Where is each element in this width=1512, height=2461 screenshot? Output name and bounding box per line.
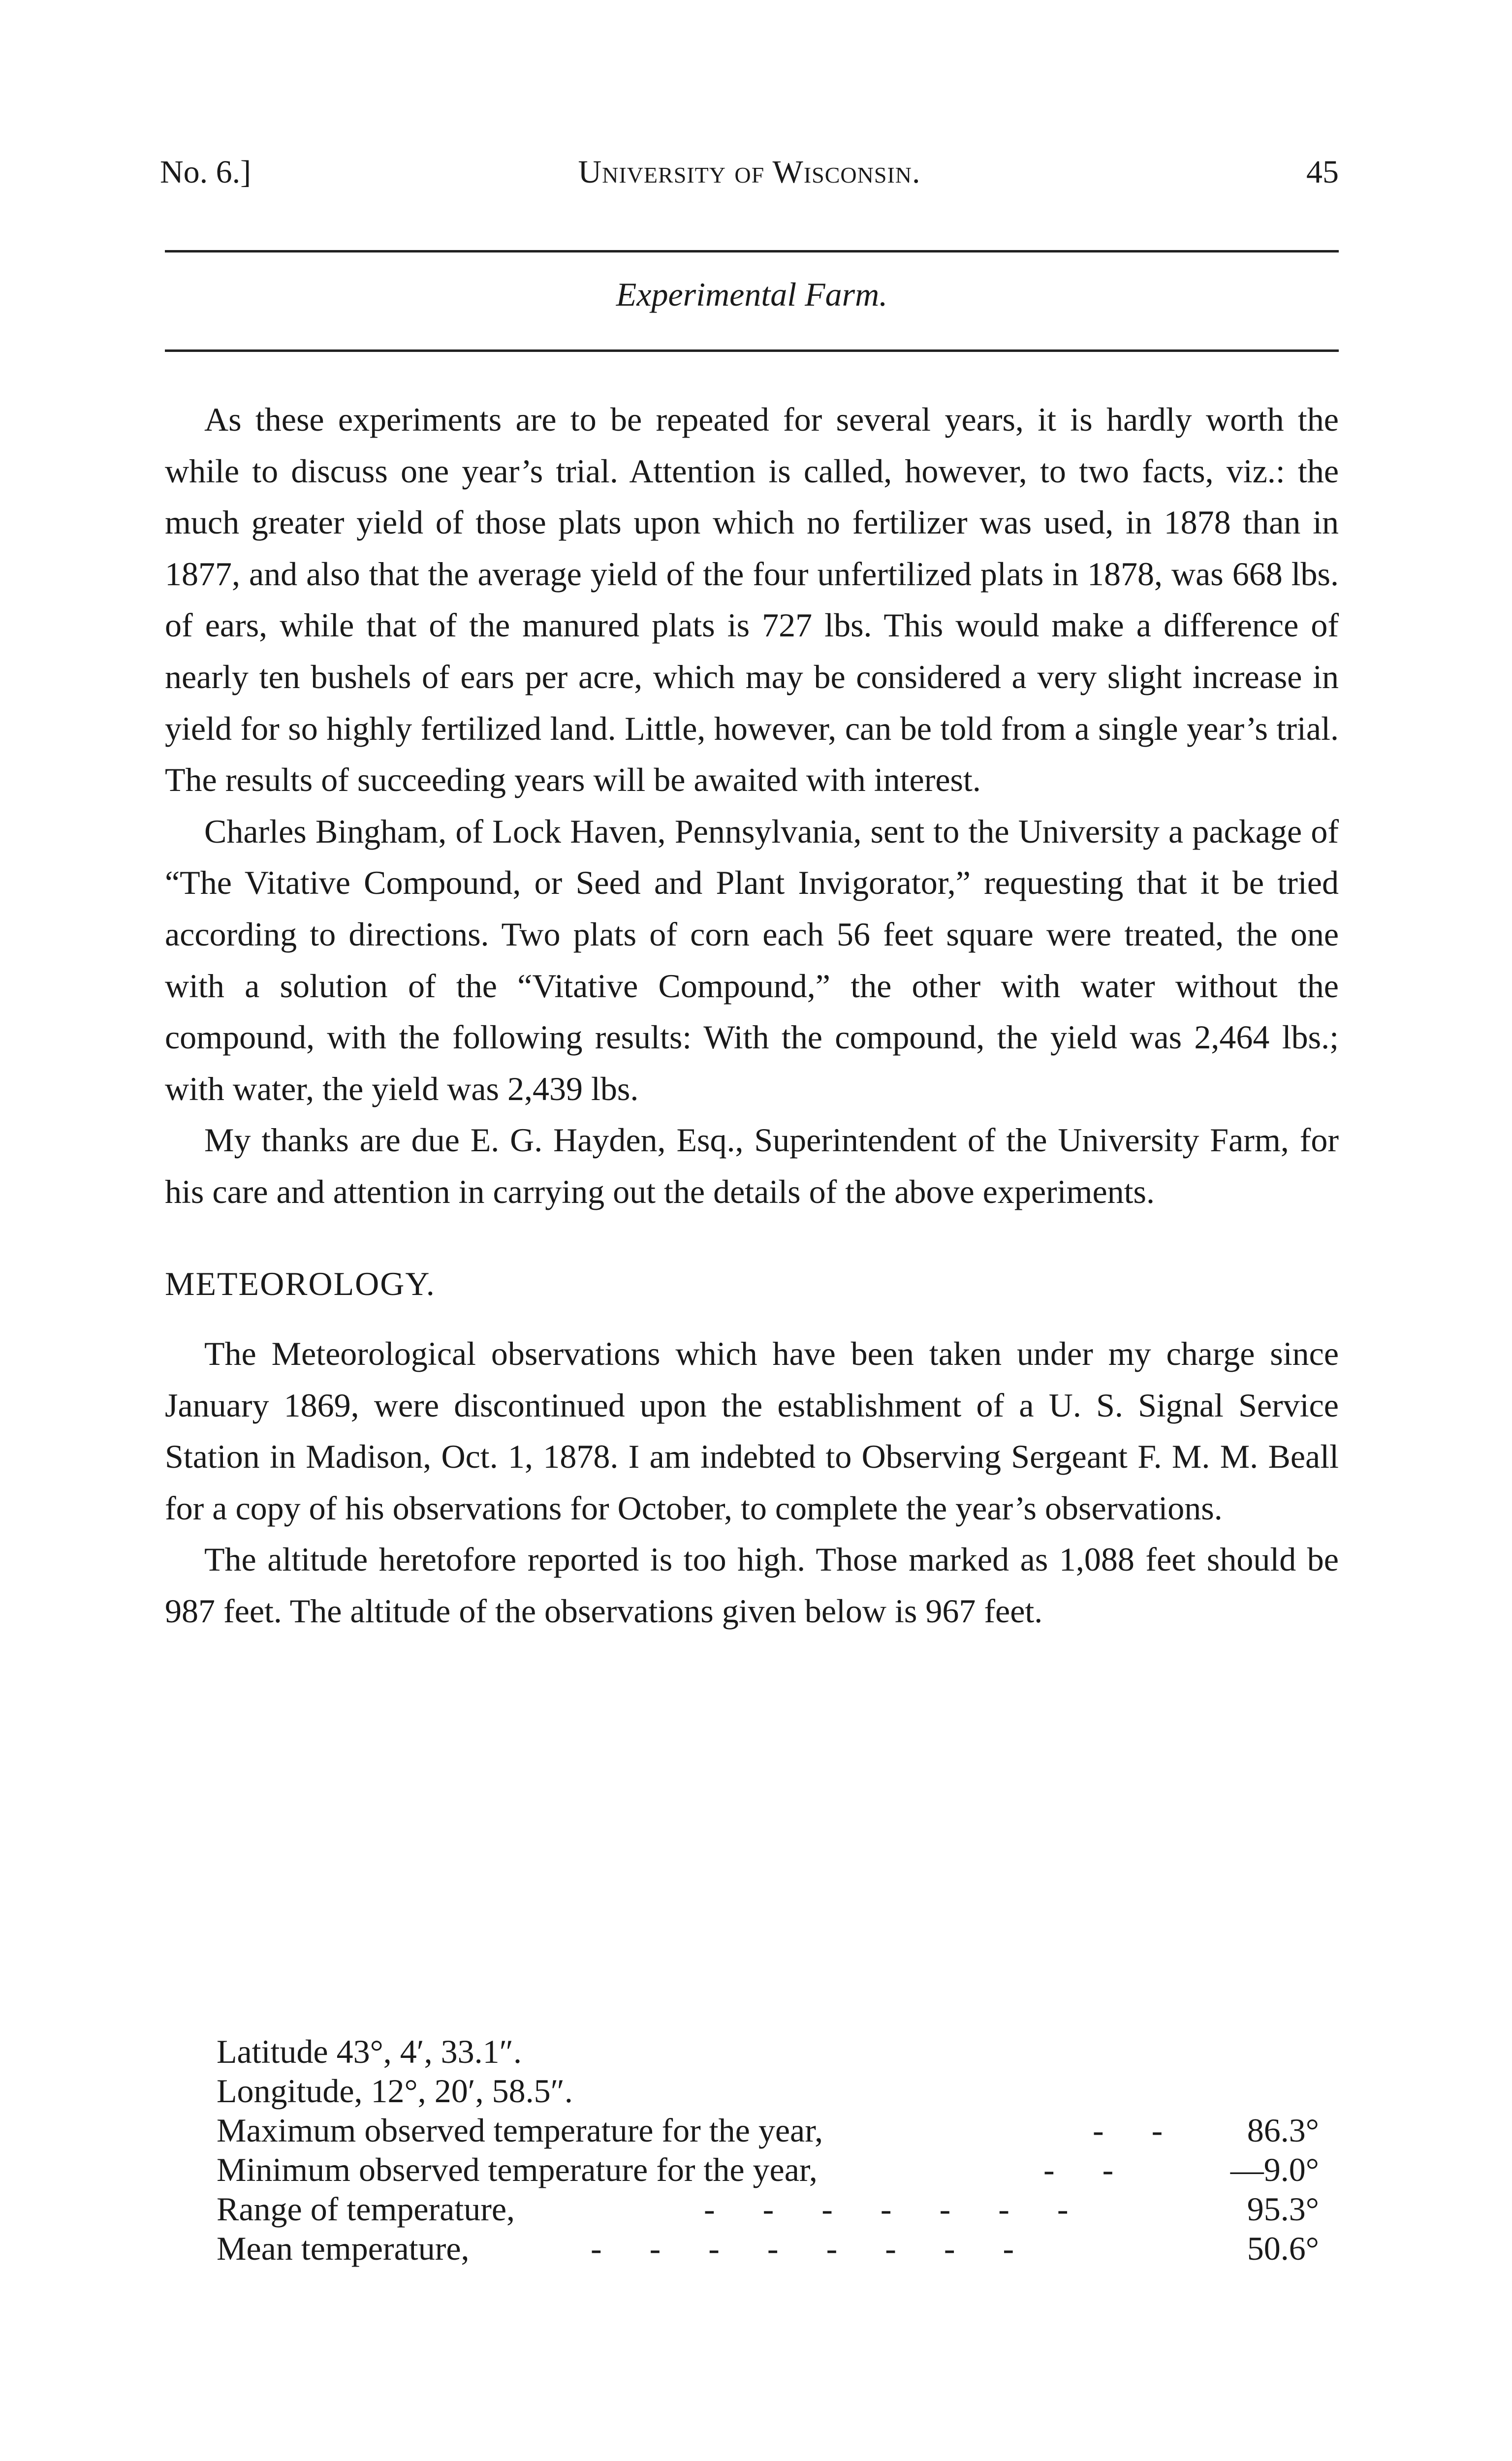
min-temperature-value: —9.0° — [1230, 2151, 1319, 2188]
section-rule — [165, 349, 1339, 352]
paragraph-meteorology-observations: The Meteorological observations which have been taken under my charge since January 1869, were discontinued upon the establishment of a U. S. Signal Service Station in Madison, Oct. 1, 1878. I am indebted to Observing Sergeant F. M. M. Beall for a copy of his observations for October, to complete the year’s observations. — [165, 1335, 1339, 1527]
leader-dashes: - - — [1043, 2151, 1115, 2188]
mean-temperature-label: Mean temperature, — [217, 2230, 470, 2267]
paragraph-thanks: My thanks are due E. G. Hayden, Esq., Superintendent of the University Farm, for his care and attention in carrying out the details of the above experiments. — [165, 1121, 1339, 1210]
meteorology-heading: METEOROLOGY. — [165, 1264, 436, 1302]
latitude-label: Latitude 43°, 4′, 33.1″. — [217, 2033, 522, 2070]
range-temperature-label: Range of temperature, — [217, 2190, 515, 2228]
max-temperature-value: 86.3° — [1247, 2112, 1319, 2149]
longitude-line — [217, 2071, 1319, 2111]
min-temperature-label: Minimum observed temperature for the year, — [217, 2151, 818, 2188]
range-temperature-value: 95.3° — [1247, 2190, 1319, 2228]
range-temperature-line — [217, 2189, 1319, 2229]
paragraph-vitative-compound: Charles Bingham, of Lock Haven, Pennsylvania, sent to the University a package of “The Vitative Compound, or Seed and Plant Invigorator,” requesting that it be tried according to directions. Two plats of corn each 56 feet square were treated, the one with a solution of the “Vitative Compound,” the other with water without the compound, with the following results: With the compound, the yield was 2,464 lbs.; with water, the yield was 2,439 lbs. — [165, 812, 1339, 1107]
min-temperature-line — [217, 2150, 1319, 2189]
max-temperature-line — [217, 2111, 1319, 2150]
mean-temperature-line — [217, 2229, 1319, 2268]
latitude-line — [217, 2032, 1319, 2071]
page-number: 45 — [1306, 154, 1339, 190]
leader-dashes: - - — [1093, 2112, 1164, 2149]
publication-title: University of Wisconsin. — [578, 154, 921, 190]
running-head — [160, 148, 1339, 197]
paragraph-experiments: As these experiments are to be repeated for several years, it is hardly worth the while to discuss one year’s trial. Attention is called, however, to two facts, viz.: the much greater yield of those plats upon which no fertilizer was used, in 1878 than in 1877, and also that the average yield of the four unfertilized plats in 1878, was 668 lbs. of ears, while that of the manured plats is 727 lbs. This would make a difference of nearly ten bushels of ears per acre, which may be considered a very slight increase in yield for so highly fertilized land. Little, however, can be told from a single year’s trial. The results of succeeding years will be awaited with interest. — [165, 401, 1339, 799]
mean-temperature-value: 50.6° — [1247, 2230, 1319, 2267]
leader-dashes: - - - - - - - — [704, 2190, 1070, 2228]
section-title: Experimental Farm. — [616, 276, 888, 313]
leader-dashes: - - - - - - - - — [591, 2230, 1015, 2267]
meteorology-data — [217, 2032, 1319, 2268]
body-text — [165, 394, 1339, 1637]
issue-number: No. 6.] — [160, 154, 252, 190]
top-rule — [165, 250, 1339, 252]
longitude-label: Longitude, 12°, 20′, 58.5″. — [217, 2072, 573, 2110]
max-temperature-label: Maximum observed temperature for the year, — [217, 2112, 823, 2149]
paragraph-altitude: The altitude heretofore reported is too high. Those marked as 1,088 feet should be 987 feet. The altitude of the observations given below is 967 feet. — [165, 1541, 1339, 1630]
